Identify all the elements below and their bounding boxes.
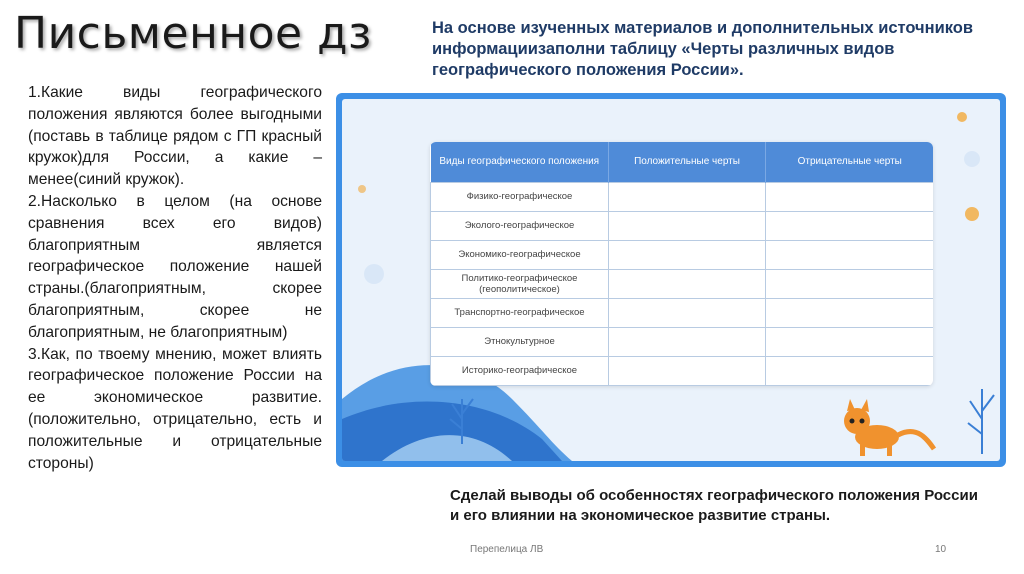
geo-position-table [430,142,933,386]
row-label: Историко-географическое [431,356,609,385]
positive-cell[interactable] [609,182,766,211]
plant-decoration [968,389,994,454]
header-types: Виды географического положения [431,142,609,182]
row-label: Транспортно-географическое [431,298,609,327]
table-row [431,211,934,240]
negative-cell[interactable] [766,182,934,211]
negative-cell[interactable] [766,240,934,269]
task-1: 1.Какие виды географического положения являются более выгодными (поставь в таблице рядом с ГП красный кружок)для России, а какие – менее(синий кружок). [28,84,322,189]
positive-cell[interactable] [609,327,766,356]
table-row [431,327,934,356]
row-label: Политико-географическое (геополитическое) [431,269,609,298]
table-row [431,356,934,385]
bubble-decoration [965,207,979,221]
positive-cell[interactable] [609,356,766,385]
footer-author: Перепелица ЛВ [470,544,544,555]
negative-cell[interactable] [766,356,934,385]
negative-cell[interactable] [766,298,934,327]
task-2: 2.Насколько в целом (на основе сравнения всех его видов) благоприятным является географическое положение нашей страны.(благоприятным, скорее благоприятным, скорее не благоприятным, не благоприятным) [28,192,322,341]
page-number: 10 [935,544,947,555]
row-label: Эколого-географическое [431,211,609,240]
row-label: Экономико-географическое [431,240,609,269]
cat-illustration [844,399,934,456]
positive-cell[interactable] [609,298,766,327]
slide-title: Письменное дз [14,8,372,59]
negative-cell[interactable] [766,269,934,298]
bubble-decoration [964,151,980,167]
instruction-text: На основе изученных материалов и дополнительных источников информациизаполни таблицу «Черты различных видов географического положения России». [432,19,973,79]
table-row [431,182,934,211]
negative-cell[interactable] [766,211,934,240]
positive-cell[interactable] [609,269,766,298]
row-label: Этнокультурное [431,327,609,356]
table-row [431,269,934,298]
bubble-decoration [364,264,384,284]
bubble-decoration [957,112,967,122]
conclusion-text: Сделай выводы об особенностях географического положения России и его влиянии на экономическое развитие страны. [450,487,978,524]
header-negative: Отрицательные черты [766,142,934,182]
table-row [431,240,934,269]
table-frame-inner [342,99,1000,461]
header-positive: Положительные черты [609,142,766,182]
table-frame [336,93,1006,467]
table-row [431,298,934,327]
task-text [28,82,322,474]
task-3: 3.Как, по твоему мнению, может влиять географическое положение России на ее экономическое развитие.(положительно, отрицательно, есть и положительные и отрицательные стороны) [28,345,322,472]
table-header-row [431,142,934,182]
negative-cell[interactable] [766,327,934,356]
bubble-decoration [358,185,366,193]
row-label: Физико-географическое [431,182,609,211]
positive-cell[interactable] [609,240,766,269]
positive-cell[interactable] [609,211,766,240]
